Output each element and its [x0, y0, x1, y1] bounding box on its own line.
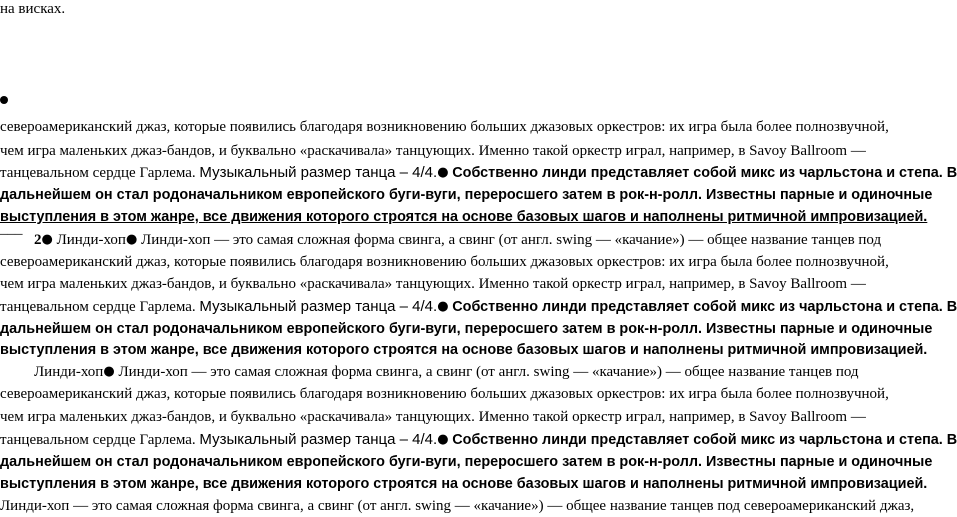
text-segment: выступления в этом жанре, все движения которого строятся на основе базовых шагов и наполнены ритмичной импровизацией. [0, 209, 928, 225]
paragraph-3-line-1 [34, 361, 859, 384]
paragraph-3-line-2: североамериканский джаз, которые появились благодаря возникновению больших джазовых оркестров: их игра была более полнозвучной, [0, 386, 889, 402]
paragraph-1-line-1: североамериканский джаз, которые появились благодаря возникновению больших джазовых оркестров: их игра была более полнозвучной, [0, 119, 889, 135]
text-segment: Собственно линди представляет собой микс из чарльстона и степа. В [452, 299, 957, 315]
paragraph-2-line-2: североамериканский джаз, которые появились благодаря возникновению больших джазовых оркестров: их игра была более полнозвучной, [0, 254, 889, 270]
bullet-icon: ● [437, 165, 449, 180]
paragraph-1-line-5 [0, 206, 927, 228]
text-segment: Музыкальный размер танца – 4/4. [199, 431, 438, 448]
paragraph-3-line-6: выступления в этом жанре, все движения которого строятся на основе базовых шагов и наполнены ритмичной импровизацией. [0, 476, 928, 492]
paragraph-2-line-1 [34, 229, 881, 252]
text-segment: Линди-хоп — это самая сложная форма свинга, а свинг (от англ. swing — «качание») — общее название танцев под [118, 364, 859, 380]
paragraph-2-line-6: выступления в этом жанре, все движения которого строятся на основе базовых шагов и наполнены ритмичной импровизацией. [0, 342, 928, 358]
bullet-icon: ● [437, 432, 449, 447]
top-text-line: на висках. [0, 1, 66, 17]
bullet-icon: ● [437, 299, 449, 314]
paragraph-3-line-5: дальнейшем он стал родоначальником европейского буги-вуги, переросшего затем в рок-н-ролл. Известны парные и одиночные [0, 454, 933, 470]
bullet-icon: ● [125, 232, 138, 247]
text-segment: Музыкальный размер танца – 4/4. [199, 298, 438, 315]
text-segment: Музыкальный размер танца – 4/4. [199, 164, 438, 181]
text-segment: Линди-хоп — это самая сложная форма свинга, а свинг (от англ. swing — «качание») — общее название танцев под [141, 232, 882, 248]
list-number: 2 [34, 232, 42, 248]
paragraph-2-line-5: дальнейшем он стал родоначальником европейского буги-вуги, переросшего затем в рок-н-ролл. Известны парные и одиночные [0, 321, 933, 337]
bullet-icon: ● [41, 232, 53, 247]
paragraph-4-line-1: Линди-хоп — это самая сложная форма свинга, а свинг (от англ. swing — «качание») — общее название танцев под североамериканский джаз, [0, 498, 915, 514]
text-segment: танцевальном сердце Гарлема. [0, 165, 196, 181]
paragraph-3-line-4 [0, 429, 957, 452]
paragraph-1-line-2: чем игра маленьких джаз-бандов, и буквально «раскачивала» танцующих. Именно такой оркестр играл, например, в Savoy Ballroom — [0, 143, 866, 159]
paragraph-3-line-3: чем игра маленьких джаз-бандов, и буквально «раскачивала» танцующих. Именно такой оркестр играл, например, в Savoy Ballroom — [0, 409, 866, 425]
text-segment: Собственно линди представляет собой микс из чарльстона и степа. В [452, 165, 957, 181]
text-segment: танцевальном сердце Гарлема. [0, 299, 196, 315]
paragraph-1-line-3 [0, 162, 957, 185]
text-segment: Линди-хоп [56, 232, 126, 248]
bullet-icon: ● [103, 364, 115, 379]
text-segment: Линди-хоп [34, 364, 104, 380]
text-segment: Собственно линди представляет собой микс из чарльстона и степа. В [452, 432, 957, 448]
paragraph-1-line-4: дальнейшем он стал родоначальником европейского буги-вуги, переросшего затем в рок-н-ролл. Известны парные и одиночные [0, 187, 933, 203]
text-segment: танцевальном сердце Гарлема. [0, 432, 196, 448]
paragraph-2-line-4 [0, 296, 957, 319]
underscore-line: ___ [0, 221, 23, 237]
paragraph-2-line-3: чем игра маленьких джаз-бандов, и буквально «раскачивала» танцующих. Именно такой оркестр играл, например, в Savoy Ballroom — [0, 276, 866, 292]
bullet-marker [0, 96, 8, 104]
